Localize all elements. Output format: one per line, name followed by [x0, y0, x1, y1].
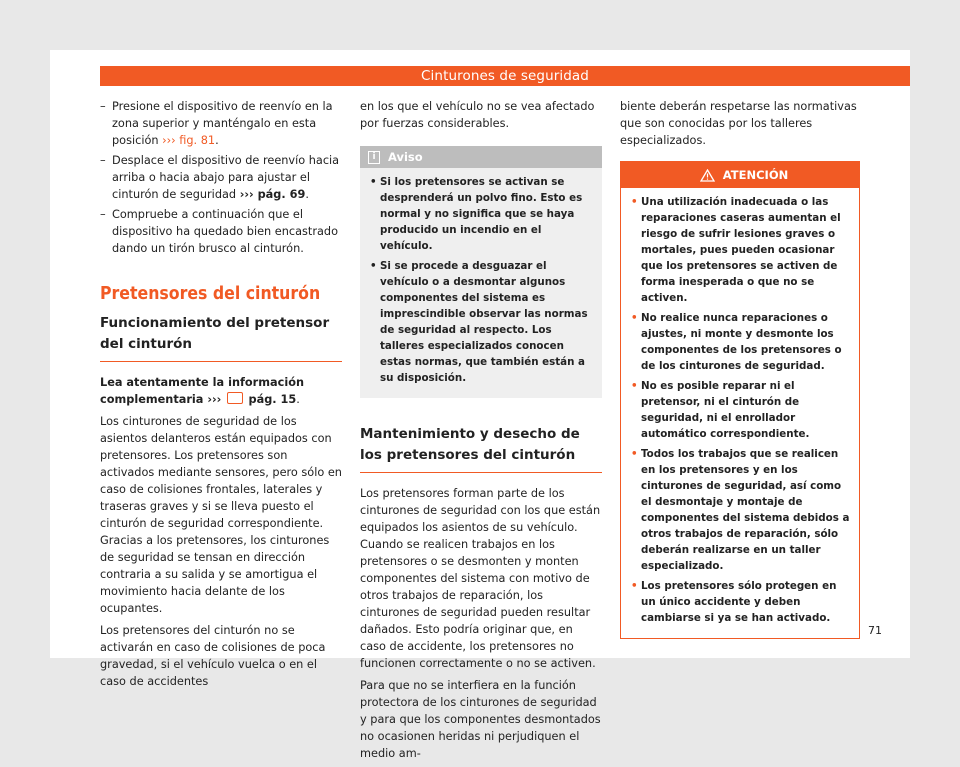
section-title: Pretensores del cinturón: [100, 284, 321, 304]
page-number: 71: [868, 624, 882, 637]
notice-bullet: • Si los pretensores se activan se desprenderá un polvo fino. Esto es normal y no significa que se haya producido un incendio en el vehículo.: [370, 176, 583, 252]
warning-bullet: • Una utilización inadecuada o las reparaciones caseras aumentan el riesgo de sufrir lesiones graves o mortales, pues pueden ocasionar que los pretensores se activen de forma inesperada o que no se activen.: [631, 196, 841, 304]
warning-bullet: • No realice nunca reparaciones o ajustes, ni monte y desmonte los componentes de los pretensores o de los cinturones de seguridad.: [631, 312, 842, 372]
step-item: – Presione el dispositivo de reenvío en la zona superior y manténgalo en esta posición ››› fig. 81.: [100, 100, 333, 147]
figure-reference-link[interactable]: ››› fig. 81: [162, 134, 216, 147]
subsection-title: Funcionamiento del pretensor del cinturón: [100, 313, 342, 362]
subsection-title: Mantenimiento y desecho de los pretensores del cinturón: [360, 424, 602, 473]
step-item: – Desplace el dispositivo de reenvío hacia arriba o hacia abajo para ajustar el cinturón de seguridad ››› pág. 69.: [100, 154, 340, 201]
body-paragraph: Para que no se interfiera en la función protectora de los cinturones de seguridad y para que los componentes desmontados no ocasionen heridas ni perjudiquen el medio am-: [360, 679, 601, 760]
step-item: – Compruebe a continuación que el dispositivo ha quedado bien encastrado dando un tirón brusco al cinturón.: [100, 208, 338, 255]
warning-bullet: • Los pretensores sólo protegen en un único accidente y deben cambiarse si ya se han activado.: [631, 580, 837, 624]
warning-box: [620, 161, 860, 639]
warning-header: ATENCIÓN: [621, 162, 859, 188]
warning-triangle-icon: [700, 169, 715, 182]
page-header: Cinturones de seguridad: [100, 66, 910, 86]
body-paragraph: Los cinturones de seguridad de los asientos delanteros están equipados con pretensores. Los pretensores son activados mediante sensores, pero sólo en caso de colisiones frontales, laterales y traseras graves y si se lleva puesto el cinturón de seguridad correspondiente. Gracias a los pretensores, los cinturones de seguridad se tensan en dirección contraria a su salida y se amortigua el movimiento hacia delante de los ocupantes.: [100, 415, 342, 615]
warning-bullet: • No es posible reparar ni el pretensor, ni el cinturón de seguridad, ni el enrollador automático correspondiente.: [631, 380, 810, 440]
body-paragraph: en los que el vehículo no se vea afectado por fuerzas considerables.: [360, 100, 595, 130]
column-right: [620, 98, 860, 639]
warning-bullet: • Todos los trabajos que se realicen en los pretensores y en los cinturones de seguridad, así como el desmontaje y montaje de componentes del sistema debidos a otros trabajos de reparación, sólo deberán realizarse en un taller especializado.: [631, 448, 850, 572]
book-icon: [227, 392, 243, 404]
manual-page: [50, 50, 910, 760]
notice-box: [360, 146, 602, 398]
lead-paragraph: Lea atentamente la información complementaria ››› pág. 15.: [100, 376, 304, 406]
notice-header: i Aviso: [360, 146, 602, 168]
info-icon: i: [368, 151, 380, 164]
body-paragraph: Los pretensores forman parte de los cinturones de seguridad con los que están equipados los asientos de su vehículo. Cuando se realicen trabajos en los pretensores o se desmonten y monten componentes del sistema con motivo de otros trabajos de reparación, los cinturones de seguridad pueden resultar dañados. Esto podría originar que, en caso de accidente, los pretensores no funcionen correctamente o no se activen.: [360, 487, 601, 670]
column-left: [100, 98, 342, 695]
column-middle: [360, 98, 602, 767]
page-reference-link[interactable]: ››› pág. 69: [239, 188, 306, 201]
notice-bullet: • Si se procede a desguazar el vehículo o a desmontar algunos componentes del sistema es imprescindible observar las normas de seguridad al respecto. Los talleres especializados conocen estas normas, que también están a su disposición.: [370, 260, 588, 384]
body-paragraph: biente deberán respetarse las normativas que son conocidas por los talleres especializados.: [620, 100, 857, 147]
body-paragraph: Los pretensores del cinturón no se activarán en caso de colisiones de poca gravedad, si el vehículo vuelca o en el caso de accidentes: [100, 624, 326, 688]
page-reference-link[interactable]: pág. 15: [248, 393, 297, 406]
